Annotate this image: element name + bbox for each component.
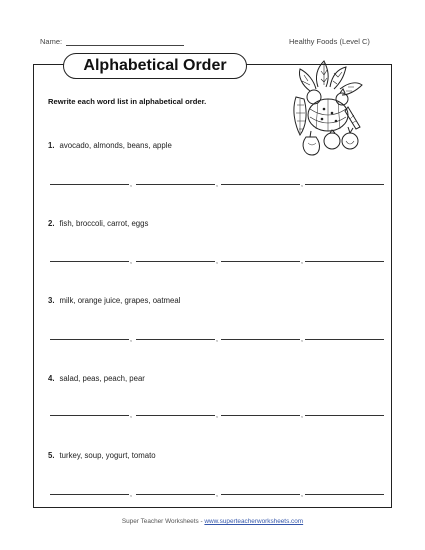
answer-blank[interactable]: [136, 176, 215, 185]
answer-row-1: [50, 175, 384, 188]
name-line[interactable]: [66, 37, 184, 46]
answer-blank[interactable]: [305, 176, 384, 185]
name-field-area: [40, 37, 184, 46]
comma-separator: ,: [301, 181, 303, 188]
name-label: Name:: [40, 37, 63, 46]
comma-separator: ,: [301, 491, 303, 498]
answer-blank[interactable]: [221, 331, 300, 340]
instruction-text: Rewrite each word list in alphabetical order.: [48, 97, 207, 106]
answer-blank[interactable]: [50, 331, 129, 340]
question-text: milk, orange juice, grapes, oatmeal: [59, 296, 181, 305]
comma-separator: ,: [130, 412, 132, 419]
question-3: [48, 296, 180, 305]
answer-blank[interactable]: [305, 253, 384, 262]
answer-blank[interactable]: [50, 486, 129, 495]
question-5: [48, 451, 156, 460]
comma-separator: ,: [130, 258, 132, 265]
question-text: turkey, soup, yogurt, tomato: [59, 451, 156, 460]
question-4: [48, 374, 145, 383]
comma-separator: ,: [216, 258, 218, 265]
level-label: Healthy Foods (Level C): [289, 37, 370, 46]
answer-blank[interactable]: [221, 407, 300, 416]
answer-blank[interactable]: [50, 253, 129, 262]
footer-link[interactable]: www.superteacherworksheets.com: [204, 518, 304, 525]
vegetable-basket-illustration: [288, 57, 366, 160]
comma-separator: ,: [301, 412, 303, 419]
comma-separator: ,: [301, 336, 303, 343]
question-number: 5.: [48, 451, 55, 460]
answer-blank[interactable]: [305, 331, 384, 340]
question-text: salad, peas, peach, pear: [59, 374, 145, 383]
answer-row-2: [50, 252, 384, 265]
answer-blank[interactable]: [50, 407, 129, 416]
comma-separator: ,: [301, 258, 303, 265]
question-1: [48, 141, 172, 150]
answer-blank[interactable]: [221, 253, 300, 262]
answer-blank[interactable]: [305, 407, 384, 416]
answer-blank[interactable]: [136, 331, 215, 340]
comma-separator: ,: [216, 412, 218, 419]
answer-blank[interactable]: [305, 486, 384, 495]
worksheet-title: Alphabetical Order: [63, 53, 247, 79]
answer-row-3: [50, 330, 384, 343]
answer-blank[interactable]: [221, 486, 300, 495]
answer-row-5: [50, 485, 384, 498]
question-number: 2.: [48, 219, 55, 228]
comma-separator: ,: [130, 336, 132, 343]
comma-separator: ,: [216, 181, 218, 188]
comma-separator: ,: [216, 491, 218, 498]
footer: [0, 518, 425, 525]
answer-blank[interactable]: [221, 176, 300, 185]
question-number: 4.: [48, 374, 55, 383]
answer-blank[interactable]: [136, 407, 215, 416]
answer-row-4: [50, 406, 384, 419]
question-text: fish, broccoli, carrot, eggs: [59, 219, 149, 228]
answer-blank[interactable]: [136, 253, 215, 262]
question-text: avocado, almonds, beans, apple: [59, 141, 172, 150]
comma-separator: ,: [216, 336, 218, 343]
comma-separator: ,: [130, 181, 132, 188]
answer-blank[interactable]: [136, 486, 215, 495]
comma-separator: ,: [130, 491, 132, 498]
footer-text: Super Teacher Worksheets -: [121, 518, 205, 525]
question-number: 3.: [48, 296, 55, 305]
question-2: [48, 219, 148, 228]
answer-blank[interactable]: [50, 176, 129, 185]
question-number: 1.: [48, 141, 55, 150]
